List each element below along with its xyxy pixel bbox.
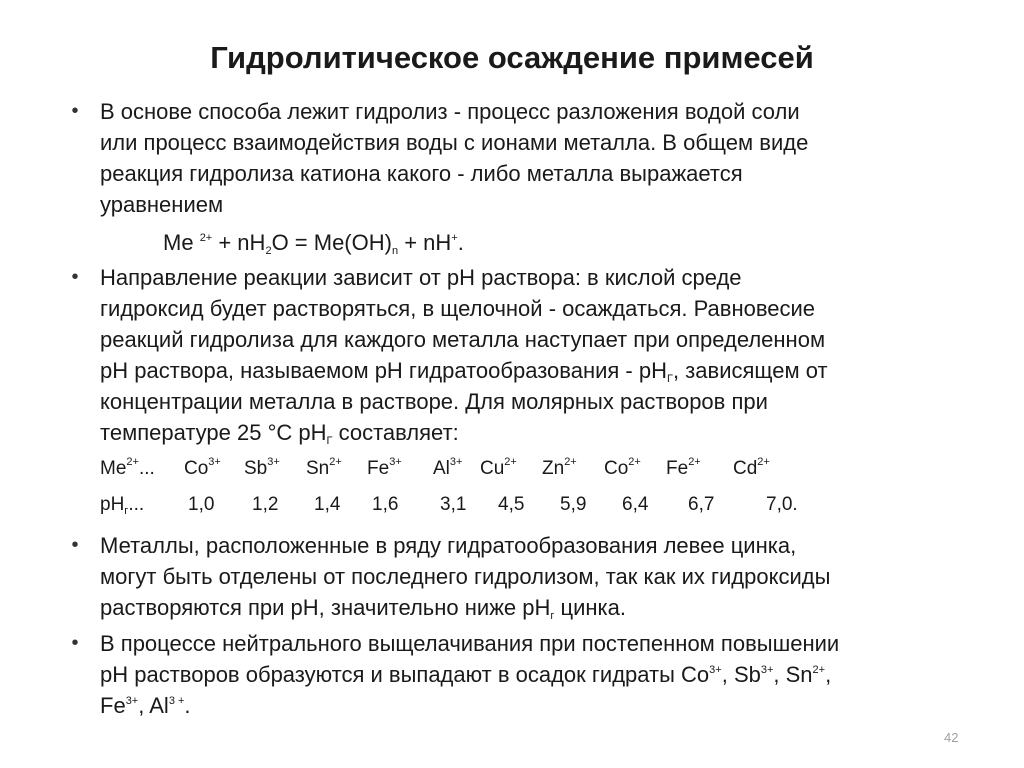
eq-sub: 2 [265,245,272,257]
eq-part: O = Me(OH) [271,230,392,255]
text-part: , Sb [721,662,761,687]
cell-text: Cu [480,458,505,479]
text-part: Fe [100,693,126,718]
eq-sup: + [451,232,458,244]
text-line: В процессе нейтрального выщелачивания при постепенном повышении [100,631,840,656]
text-line: уравнением [100,192,224,217]
ion-row [100,458,980,486]
bullet-reaction-direction [60,262,980,448]
hydrolysis-equation [163,227,464,258]
ph-value-cell: 1,4 [314,494,341,515]
text-sub: г [550,610,555,622]
ion-cell [184,458,221,480]
cell-text: Zn [542,458,565,479]
row-header [100,458,155,480]
text-sup: 3+ [709,664,722,676]
cell-sub: г [124,505,129,517]
text-part: рН растворов образуются и выпадают в осадок гидраты Co [100,662,710,687]
cell-text: Me [100,458,127,479]
ph-value-cell: 1,2 [252,494,279,515]
ion-cell [733,458,770,480]
ion-cell [367,458,402,480]
bullet-neutral-leaching [60,628,980,721]
bullet-text [100,628,980,721]
bullet-text [100,262,980,448]
text-line: Направление реакции зависит от рН раствора: в кислой среде [100,265,742,290]
ph-value-cell: 6,4 [622,494,649,515]
cell-sup: 2+ [757,456,770,468]
cell-sup: 3+ [389,456,402,468]
bullet-text [100,530,980,623]
ion-cell [433,458,462,480]
bullet-metals-separation [60,530,980,623]
text-line: В основе способа лежит гидролиз - процесс разложения водой соли [100,99,800,124]
text-line: концентрации металла в растворе. Для молярных растворов при [100,389,768,414]
text-line: Металлы, расположенные в ряду гидратообразования левее цинка, [100,533,797,558]
text-sup: 3+ [760,664,774,676]
cell-text: ... [138,458,155,479]
eq-part: . [457,230,464,255]
cell-sup: 3+ [267,456,280,468]
cell-text: Al [433,458,450,479]
cell-sup: 2+ [688,456,701,468]
ion-cell [542,458,577,480]
cell-text: Cd [733,458,758,479]
text-line [100,355,980,386]
page-number: 42 [944,730,959,745]
text-line [100,659,980,690]
ph-value-cell: 4,5 [498,494,525,515]
ion-cell [666,458,701,480]
text-part: температуре 25 °С рН [100,420,327,445]
ph-value-cell: 1,6 [372,494,399,515]
row-header [100,494,144,516]
ion-cell [244,458,280,480]
text-part: составляет: [332,420,459,445]
cell-text: Sn [306,458,330,479]
bullet-marker: • [71,632,79,654]
text-line [100,690,980,721]
ph-row [100,494,980,522]
text-part: , Al [138,693,169,718]
cell-text: Co [604,458,629,479]
text-line: реакций гидролиза для каждого металла наступает при определенном [100,327,826,352]
text-line [100,417,980,448]
text-part: цинка. [554,595,627,620]
cell-text: Sb [244,458,268,479]
text-line: могут быть отделены от последнего гидролизом, так как их гидроксиды [100,564,831,589]
cell-sup: 3+ [449,456,463,468]
text-part: рН раствора, называемом рН гидратообразования - рН [100,358,667,383]
text-part: растворяются при рН, значительно ниже рН [100,595,551,620]
cell-sup: 2+ [504,456,517,468]
ph-value-cell: 1,0 [188,494,215,515]
cell-text: Co [184,458,209,479]
bullet-marker: • [71,100,79,122]
eq-sup: 2+ [199,232,213,244]
cell-text: ... [128,494,145,515]
eq-part: + nH [212,230,266,255]
cell-sup: 2+ [628,456,641,468]
eq-part: Me [163,230,200,255]
text-sub: Г [666,373,673,385]
ion-cell [480,458,517,480]
text-part: , [825,662,832,687]
cell-sup: 2+ [329,456,342,468]
cell-text: Fe [666,458,689,479]
bullet-marker: • [71,266,79,288]
text-part: , Sn [773,662,813,687]
text-line: или процесс взаимодействия воды с ионами металла. В общем виде [100,130,809,155]
text-part: , зависящем от [672,358,828,383]
text-line: реакция гидролиза катиона какого - либо металла выражается [100,161,743,186]
bullet-hydrolysis-basis [60,96,980,220]
eq-part: + nH [398,230,452,255]
text-part: . [184,693,191,718]
text-line: гидроксид будет растворяться, в щелочной - осаждаться. Равновесие [100,296,816,321]
cell-sup: 2+ [126,456,139,468]
text-sup: 2+ [812,664,826,676]
ion-cell [306,458,342,480]
ph-value-cell: 7,0. [766,494,798,515]
text-sup: 3 + [168,695,185,707]
bullet-marker: • [71,534,79,556]
cell-sup: 3+ [208,456,221,468]
text-line [100,592,980,623]
bullet-text [100,96,980,220]
ion-cell [604,458,641,480]
cell-text: Fe [367,458,390,479]
eq-sub: n [391,245,399,257]
ph-value-cell: 5,9 [560,494,587,515]
text-sup: 3+ [125,695,139,707]
cell-text: pH [100,494,125,515]
slide-title: Гидролитическое осаждение примесей [210,40,814,75]
ph-value-cell: 6,7 [688,494,715,515]
cell-sup: 2+ [564,456,577,468]
ph-value-cell: 3,1 [440,494,467,515]
text-sub: Г [326,435,333,447]
